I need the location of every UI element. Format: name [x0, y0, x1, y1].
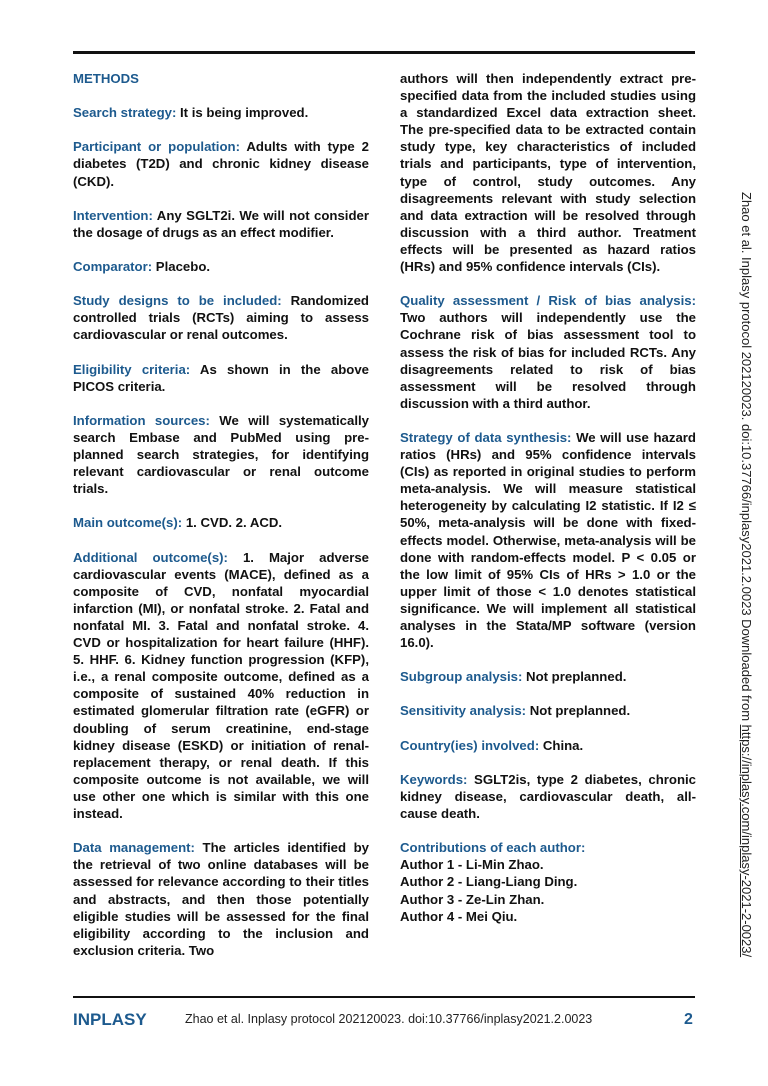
additional-outcomes-section: [73, 549, 369, 823]
footer-rule: [73, 996, 695, 998]
section-label: Comparator:: [73, 259, 153, 275]
section-label: Country(ies) involved:: [400, 737, 540, 753]
left-column: [73, 70, 369, 976]
download-side-note: [739, 192, 754, 957]
quality-assessment-section: [400, 292, 696, 412]
study-designs-section: [73, 292, 369, 343]
section-label: Contributions of each author:: [400, 840, 586, 856]
section-label: Information sources:: [73, 412, 210, 428]
section-label: Subgroup analysis:: [400, 669, 523, 685]
comparator-section: [73, 258, 369, 275]
methods-heading: METHODS: [73, 71, 139, 86]
section-label: Eligibility criteria:: [73, 361, 191, 377]
section-label: Participant or population:: [73, 139, 240, 155]
section-label: Additional outcome(s):: [73, 549, 228, 565]
section-text: 1. Major adverse cardiovascular events (MACE), defined as a composite of CVD, nonfatal myocardial infarction (MI), or nonfatal stroke. 2. Fatal and nonfatal MI. 3. Fatal and nonfatal stroke. 4. CVD or hospitalization for heart failure (HHF). 5. HHF. 6. Kidney function progression (KFP), i.e., a renal composite outcome, defined as a composite of sustained 40% reduction in estimated glomerular filtration rate (eGFR) or doubling of serum creatinine, end-stage kidney disease (ESKD) or initiation of renal-replacement therapy, or renal death. If this composite outcome is not available, we will use other one which is similar with this one instead.: [73, 549, 369, 822]
author-item: Author 3 - Ze-Lin Zhan.: [400, 891, 545, 907]
section-label: Keywords:: [400, 771, 468, 787]
data-management-continued: [400, 70, 696, 275]
side-note-text: Zhao et al. Inplasy protocol 202120023. doi:10.37766/inplasy2021.2.0023 Downloaded from: [739, 192, 754, 725]
section-label: Data management:: [73, 840, 195, 856]
author-item: Author 1 - Li-Min Zhao.: [400, 857, 544, 873]
intervention-section: [73, 207, 369, 241]
section-label: Main outcome(s):: [73, 515, 183, 531]
section-label: Quality assessment / Risk of bias analysis:: [400, 293, 696, 309]
section-text: It is being improved.: [176, 105, 309, 121]
header-rule: [73, 51, 695, 54]
section-text: We will use hazard ratios (HRs) and 95% confidence intervals (CIs) as reported in original studies to perform meta-analysis. We will measure statistical heterogeneity by calculating I2 statistic. If I2 ≤ 50%, meta-analysis will be done with fixed-effects model. Otherwise, meta-analysis will be done with random-effects model. P < 0.05 or the low limit of 95% CIs of HRs > 1.0 or the upper limit of those < 1.0 denotes statistical significance. We will implement all statistical analyses in the Stata/MP software (version 16.0).: [400, 429, 696, 651]
footer-citation: Zhao et al. Inplasy protocol 202120023. doi:10.37766/inplasy2021.2.0023: [185, 1012, 593, 1026]
journal-logo: INPLASY: [73, 1010, 147, 1029]
subgroup-analysis-section: [400, 668, 696, 685]
section-label: Intervention:: [73, 207, 153, 223]
contributions-section: [400, 839, 696, 924]
section-text: Randomized controlled trials (RCTs) aiming to assess cardiovascular or renal outcomes.: [73, 293, 369, 343]
section-text: SGLT2is, type 2 diabetes, chronic kidney disease, cardiovascular death, all-cause death.: [400, 771, 696, 822]
author-item: Author 4 - Mei Qiu.: [400, 908, 518, 924]
section-label: Strategy of data synthesis:: [400, 429, 572, 445]
sensitivity-analysis-section: [400, 702, 696, 719]
eligibility-section: [73, 361, 369, 395]
section-text: China.: [539, 737, 584, 753]
main-outcomes-section: [73, 514, 369, 531]
section-label: Study designs to be included:: [73, 293, 282, 309]
section-text: Not preplanned.: [526, 703, 631, 719]
section-label: Search strategy:: [73, 105, 177, 121]
participants-section: [73, 138, 369, 189]
section-text: We will systematically search Embase and PubMed using pre-planned search strategies, for identifying relevant cardiovascular or renal outcome trials.: [73, 412, 369, 497]
section-text: Placebo.: [152, 259, 211, 275]
section-text: authors will then independently extract pre-specified data from the included studies using a standardized Excel data extraction sheet. The pre-specified data to be extracted contain study type, key characteristics of included trials and participants, type of intervention, type of control, study outcomes. Any disagreements relevant with study selection and data extraction will be resolved through discussion with a third author. Treatment effects will be presented as hazard ratios (HRs) and 95% confidence intervals (CIs).: [400, 71, 696, 275]
author-item: Author 2 - Liang-Liang Ding.: [400, 874, 578, 890]
section-text: 1. CVD. 2. ACD.: [182, 515, 283, 531]
data-synthesis-section: [400, 429, 696, 651]
information-sources-section: [73, 412, 369, 497]
country-section: [400, 737, 696, 754]
section-text: The articles identified by the retrieval of two online databases will be assessed for relevance according to their titles and abstracts, and then those potentially eligible studies will be assessed for the final eligibility according to the inclusion and exclusion criteria. Two: [73, 840, 369, 958]
keywords-section: [400, 771, 696, 822]
section-text: Two authors will independently use the Cochrane risk of bias assessment tool to assess the risk of bias for included RCTs. Any disagreements related to risk of bias assessment will be resolved through discussion with a third author.: [400, 310, 696, 411]
section-label: Sensitivity analysis:: [400, 703, 527, 719]
section-text: Any SGLT2i. We will not consider the dosage of drugs as an effect modifier.: [73, 207, 369, 240]
section-text: Not preplanned.: [522, 669, 627, 685]
download-link[interactable]: https://inplasy.com/inplasy-2021-2-0023/: [739, 724, 754, 958]
section-text: Adults with type 2 diabetes (T2D) and chronic kidney disease (CKD).: [73, 139, 369, 189]
right-column: [400, 70, 696, 942]
page-number: 2: [684, 1011, 693, 1028]
data-management-section: [73, 839, 369, 959]
search-strategy-section: [73, 104, 369, 121]
section-text: As shown in the above PICOS criteria.: [73, 361, 369, 394]
